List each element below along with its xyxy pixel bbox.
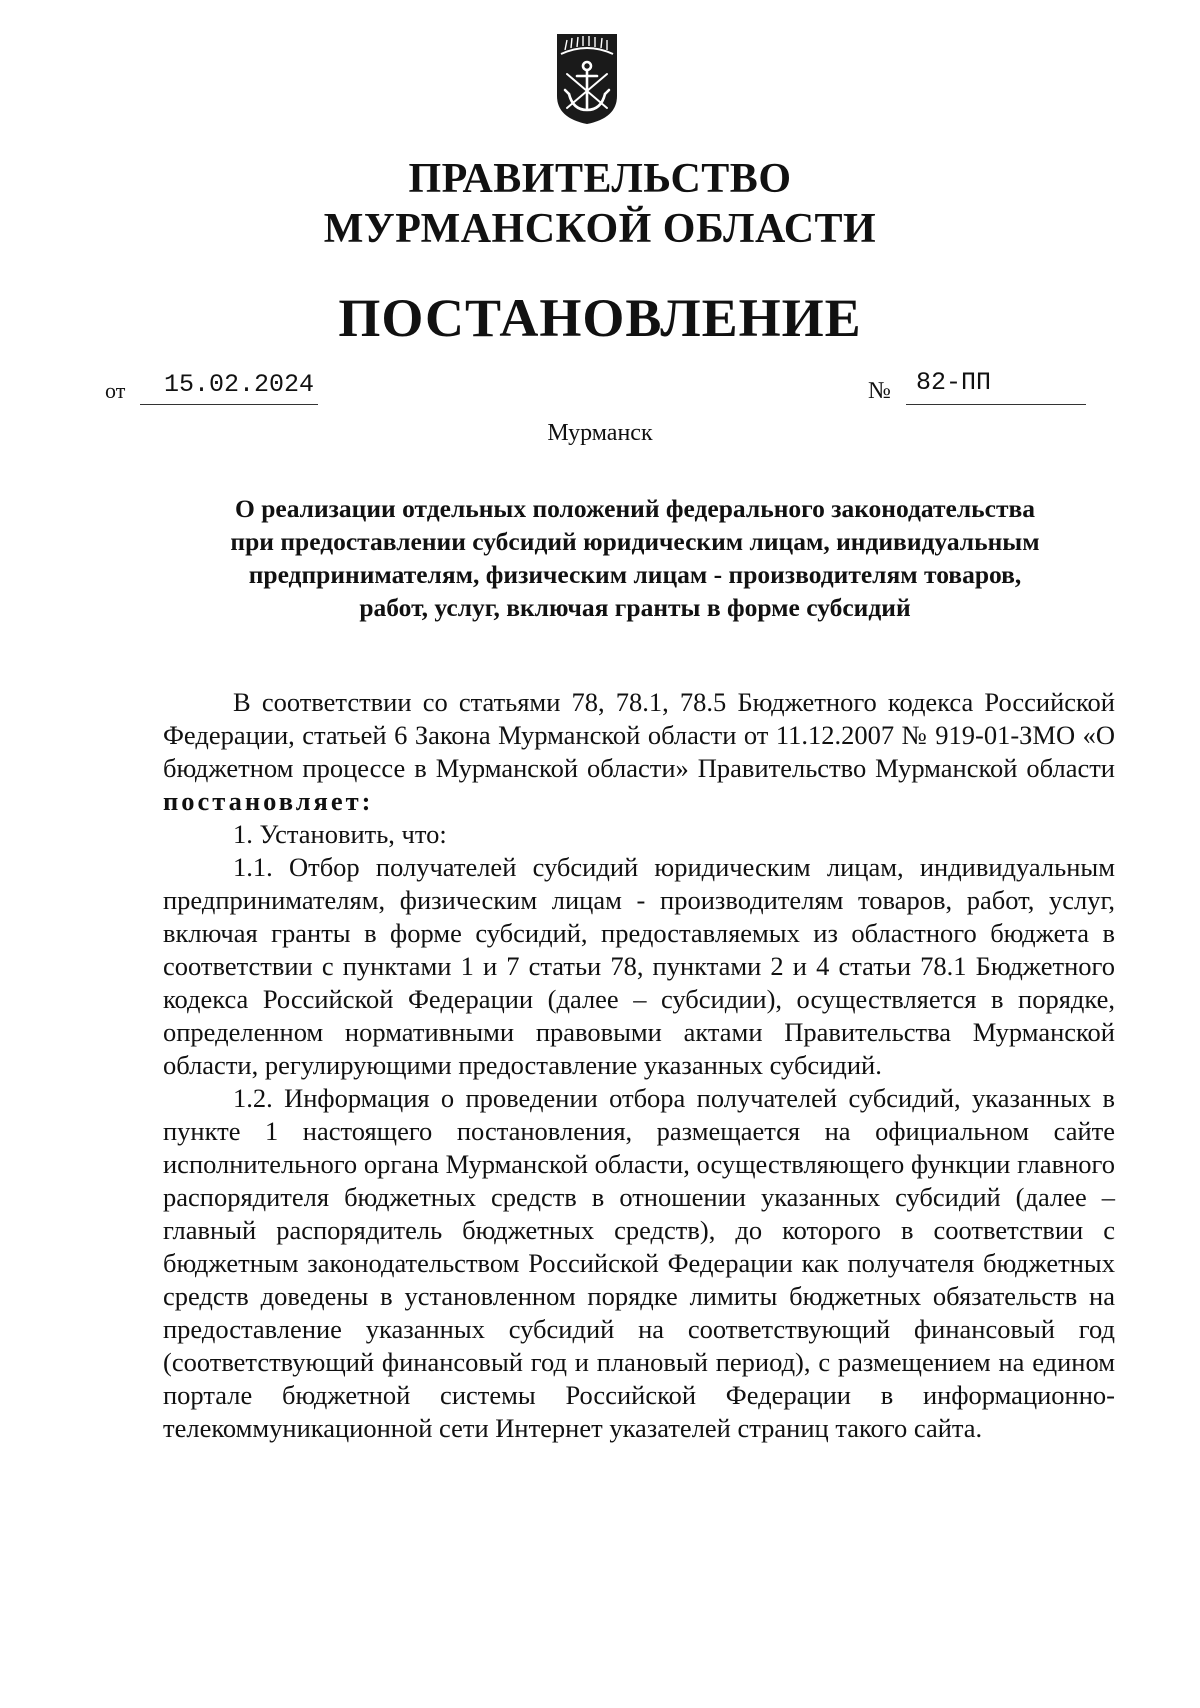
title-line: при предоставлении субсидий юридическим лицам, индивидуальным (230, 527, 1040, 556)
document-body (163, 686, 1115, 1445)
government-title-line1: ПРАВИТЕЛЬСТВО (408, 156, 792, 202)
document-number: 82-ПП (916, 368, 992, 397)
document-title (170, 492, 1100, 624)
resolves-word: постановляет: (163, 786, 374, 816)
date-underline (140, 404, 318, 405)
preamble-paragraph (163, 686, 1115, 818)
title-line: предпринимателям, физическим лицам - производителям товаров, (248, 560, 1022, 589)
item-1-1: 1.1. Отбор получателей субсидий юридическим лицам, индивидуальным предпринимателям, физическим лицам - производителям товаров, работ, услуг, включая гранты в форме субсидий, предоставляемых из областного бюджета в соответствии с пунктами 1 и 7 статьи 78, пунктами 2 и 4 статьи 78.1 Бюджетного кодекса Российской Федерации (далее – субсидии), осуществляется в порядке, определенном нормативными правовыми актами Правительства Мурманской области, регулирующими предоставление указанных субсидий. (163, 852, 1115, 1080)
government-title-line2: МУРМАНСКОЙ ОБЛАСТИ (323, 206, 877, 252)
coat-of-arms-icon (553, 30, 621, 126)
preamble-text: В соответствии со статьями 78, 78.1, 78.5 Бюджетного кодекса Российской Федерации, статьей 6 Закона Мурманской области от 11.12.2007 № 919-01-ЗМО «О бюджетном процессе в Мурманской области» Правительство Мурманской области (163, 687, 1115, 783)
item-1-2: 1.2. Информация о проведении отбора получателей субсидий, указанных в пункте 1 настоящего постановления, размещается на официальном сайте исполнительного органа Мурманской области, осуществляющего функции главного распорядителя бюджетных средств в отношении указанных субсидий (далее – главный распорядитель бюджетных средств), до которого в соответствии с бюджетным законодательством Российской Федерации как получателя бюджетных средств доведены в установленном порядке лимиты бюджетных обязательств на предоставление указанных субсидий на соответствующий финансовый год (соответствующий финансовый год и плановый период), с размещением на едином портале бюджетной системы Российской Федерации в информационно-телекоммуникационной сети Интернет указателей страниц такого сайта. (163, 1083, 1115, 1443)
number-underline (906, 404, 1086, 405)
document-date: 15.02.2024 (163, 370, 315, 399)
city: Мурманск (547, 420, 653, 446)
date-prefix: от (105, 378, 126, 403)
item-1: 1. Установить, что: (233, 819, 447, 849)
title-line: О реализации отдельных положений федерального законодательства (234, 494, 1036, 523)
title-line: работ, услуг, включая гранты в форме субсидий (359, 593, 911, 622)
document-type: ПОСТАНОВЛЕНИЕ (338, 288, 862, 348)
number-prefix: № (868, 378, 891, 404)
